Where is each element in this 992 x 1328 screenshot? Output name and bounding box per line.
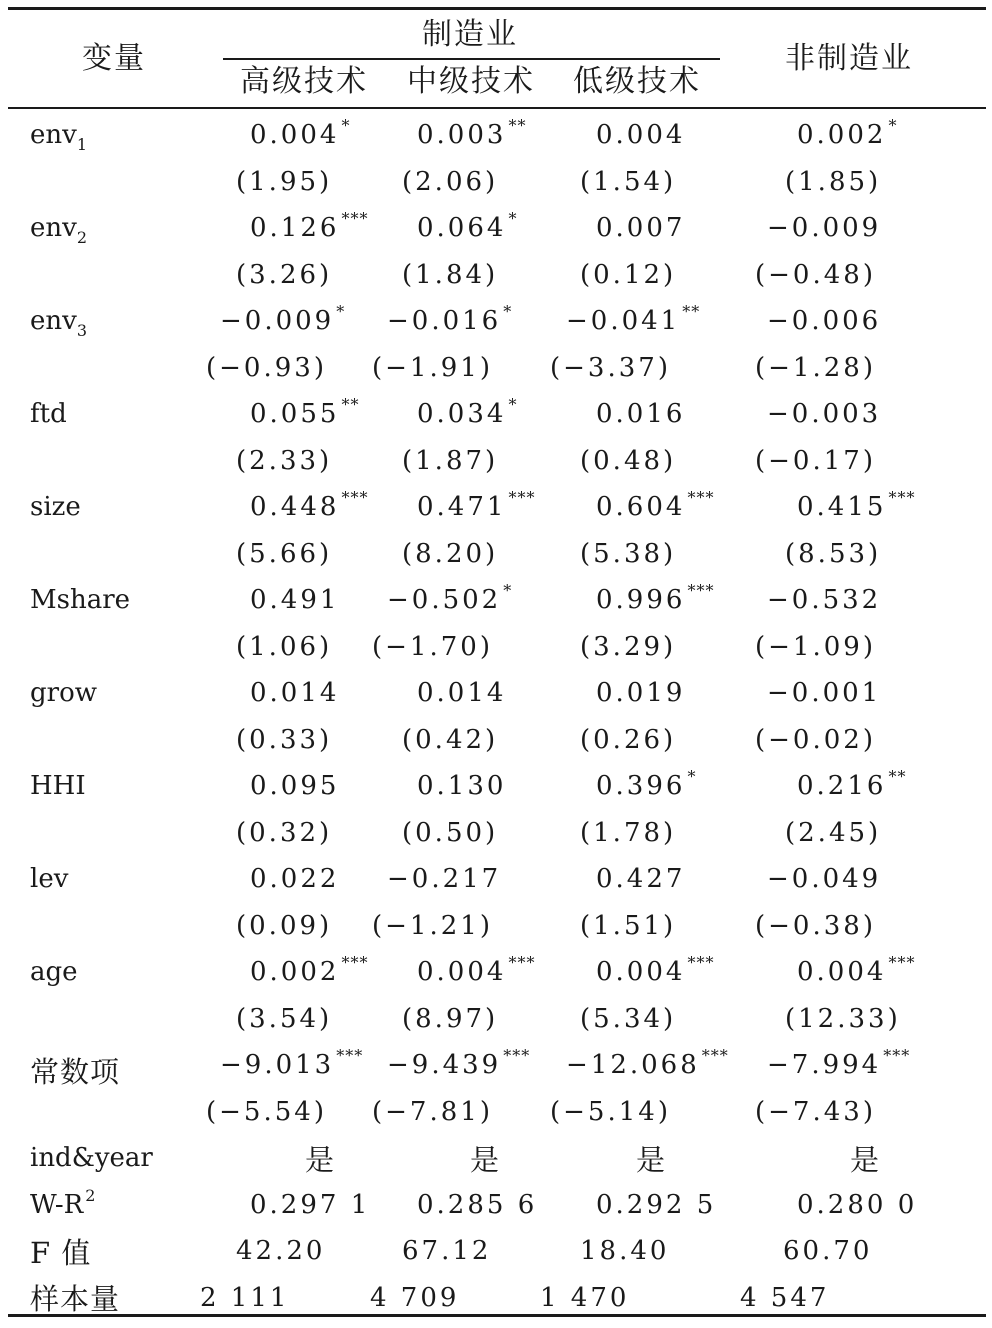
sample-size-row (0, 1275, 992, 1322)
coefficient-cell (200, 112, 370, 159)
t-statistic-cell (370, 345, 540, 392)
row-variable (0, 205, 200, 298)
regression-table (0, 112, 992, 1321)
t-statistic-cell (540, 252, 730, 299)
t-statistic-value: (−0.38) (755, 910, 876, 941)
t-statistic-value: (2.06) (402, 166, 499, 197)
coefficient-value: 0.004 (797, 957, 887, 988)
footer-value: 0.280 0 (797, 1189, 918, 1220)
t-statistic-value: (8.53) (785, 538, 882, 569)
significance-stars: * (503, 302, 513, 322)
header-high-tech: 高级技术 (240, 64, 368, 99)
row-variable (0, 949, 200, 1042)
coefficient-value: 0.014 (250, 678, 340, 709)
coefficient-value: 0.604 (596, 492, 686, 523)
footer-value: 0.297 1 (250, 1189, 371, 1220)
footer-value-cell (730, 1275, 992, 1322)
footer-value: 是 (305, 1142, 338, 1177)
coefficient-cell (540, 577, 730, 624)
footer-value-cell (730, 1182, 992, 1229)
f-value-row (0, 1228, 992, 1275)
t-statistic-cell (200, 903, 370, 950)
t-statistic-cell (200, 1089, 370, 1136)
t-statistic-cell (730, 252, 992, 299)
coefficient-value: 0.064 (417, 213, 507, 244)
coefficient-cell (730, 391, 992, 438)
coefficient-value: 0.471 (417, 492, 507, 523)
header-manufacturing: 制造业 (422, 17, 518, 52)
table-top-rule (8, 7, 986, 10)
t-statistic-value: (3.26) (236, 259, 333, 290)
row-variable (0, 670, 200, 763)
row-variable (0, 1182, 200, 1229)
row-variable-label: ind&year (30, 1143, 153, 1174)
t-statistic-cell (370, 531, 540, 578)
footer-value-cell (370, 1135, 540, 1182)
coefficient-value: 0.415 (797, 492, 887, 523)
coefficient-value: 0.002 (250, 957, 340, 988)
table-row (0, 763, 992, 810)
significance-stars: * (336, 302, 346, 322)
t-statistic-cell (730, 1089, 992, 1136)
t-statistic-value: (−5.54) (206, 1096, 327, 1127)
significance-stars: * (687, 767, 697, 787)
t-statistic-cell (200, 252, 370, 299)
coefficient-value: −0.006 (767, 306, 882, 337)
significance-stars: *** (888, 953, 916, 973)
t-statistic-cell (370, 810, 540, 857)
coefficient-cell (730, 856, 992, 903)
t-statistic-value: (−0.48) (755, 259, 876, 290)
t-statistic-cell (200, 159, 370, 206)
t-statistic-cell (370, 717, 540, 764)
coefficient-value: 0.126 (250, 213, 340, 244)
row-variable-label: age (30, 957, 78, 987)
t-statistic-value: (2.33) (236, 445, 333, 476)
row-variable-subscript: 2 (76, 228, 88, 247)
coefficient-value: −0.532 (767, 585, 882, 616)
footer-value: 1 470 (540, 1282, 630, 1313)
t-statistic-value: (8.97) (402, 1003, 499, 1034)
coefficient-cell (730, 670, 992, 717)
coefficient-cell (370, 856, 540, 903)
coefficient-value: −9.439 (387, 1050, 502, 1081)
t-statistic-value: (−1.70) (372, 631, 493, 662)
coefficient-cell (540, 1042, 730, 1089)
t-statistic-cell (200, 810, 370, 857)
row-variable (0, 1228, 200, 1275)
coefficient-cell (200, 949, 370, 996)
t-statistic-cell (730, 717, 992, 764)
coefficient-cell (730, 205, 992, 252)
footer-value-cell (540, 1135, 730, 1182)
row-variable (0, 391, 200, 484)
coefficient-cell (370, 298, 540, 345)
table-row (0, 205, 992, 252)
coefficient-cell (730, 298, 992, 345)
coefficient-value: 0.996 (596, 585, 686, 616)
table-header-rule (8, 107, 986, 109)
table-row (0, 1042, 992, 1089)
row-variable-label: env (30, 306, 77, 336)
t-statistic-cell (370, 438, 540, 485)
row-variable (0, 856, 200, 949)
coefficient-cell (200, 763, 370, 810)
coefficient-value: 0.095 (250, 771, 340, 802)
row-variable-label: 样本量 (30, 1282, 121, 1317)
t-statistic-cell (200, 996, 370, 1043)
t-statistic-cell (200, 531, 370, 578)
row-variable-label: W-R (30, 1189, 84, 1220)
coefficient-cell (730, 1042, 992, 1089)
significance-stars: *** (341, 488, 369, 508)
table-row (0, 298, 992, 345)
coefficient-value: −0.009 (767, 213, 882, 244)
significance-stars: *** (687, 581, 715, 601)
header-mid-tech: 中级技术 (407, 64, 535, 99)
footer-value: 是 (636, 1142, 669, 1177)
coefficient-value: 0.004 (596, 120, 686, 151)
footer-value: 67.12 (402, 1236, 492, 1267)
coefficient-cell (370, 391, 540, 438)
t-statistic-value: (5.34) (580, 1003, 677, 1034)
footer-value-cell (200, 1275, 370, 1322)
coefficient-value: −12.068 (566, 1050, 700, 1081)
coefficient-cell (540, 112, 730, 159)
t-statistic-value: (−5.14) (550, 1096, 671, 1127)
row-variable-subscript: 3 (76, 321, 88, 340)
coefficient-value: 0.016 (596, 399, 686, 430)
coefficient-value: 0.014 (417, 678, 507, 709)
footer-value-cell (200, 1135, 370, 1182)
footer-value-cell (370, 1182, 540, 1229)
significance-stars: ** (341, 395, 360, 415)
t-statistic-cell (200, 345, 370, 392)
significance-stars: *** (508, 488, 536, 508)
table-row (0, 670, 992, 717)
t-statistic-cell (730, 438, 992, 485)
regression-table-body (0, 112, 992, 1321)
table-row (0, 112, 992, 159)
footer-value-cell (200, 1182, 370, 1229)
t-statistic-value: (0.09) (236, 910, 333, 941)
coefficient-value: 0.003 (417, 120, 507, 151)
significance-stars: ** (508, 116, 527, 136)
footer-value: 是 (470, 1142, 503, 1177)
row-variable (0, 112, 200, 205)
coefficient-cell (730, 949, 992, 996)
footer-value-cell (540, 1182, 730, 1229)
significance-stars: *** (687, 953, 715, 973)
t-statistic-cell (200, 717, 370, 764)
significance-stars: *** (687, 488, 715, 508)
coefficient-cell (370, 205, 540, 252)
footer-value-cell (730, 1228, 992, 1275)
row-variable-label: 常数项 (30, 1055, 121, 1089)
coefficient-cell (540, 298, 730, 345)
row-variable (0, 484, 200, 577)
t-statistic-cell (370, 624, 540, 671)
t-statistic-value: (0.32) (236, 817, 333, 848)
significance-stars: * (888, 116, 898, 136)
footer-value: 18.40 (580, 1236, 670, 1267)
coefficient-cell (200, 205, 370, 252)
table-row (0, 949, 992, 996)
t-statistic-value: (12.33) (785, 1003, 901, 1034)
t-statistic-cell (540, 717, 730, 764)
t-statistic-value: (2.45) (785, 817, 882, 848)
coefficient-cell (370, 763, 540, 810)
row-variable-label: ftd (30, 399, 67, 429)
coefficient-cell (370, 484, 540, 531)
coefficient-cell (200, 856, 370, 903)
coefficient-cell (370, 577, 540, 624)
coefficient-value: −0.217 (387, 864, 502, 895)
significance-stars: *** (883, 1046, 911, 1066)
ind-year-row (0, 1135, 992, 1182)
coefficient-value: −7.994 (767, 1050, 882, 1081)
t-statistic-cell (730, 624, 992, 671)
significance-stars: *** (701, 1046, 729, 1066)
row-variable-superscript: 2 (85, 1185, 97, 1205)
coefficient-cell (540, 391, 730, 438)
coefficient-cell (730, 484, 992, 531)
coefficient-value: 0.004 (417, 957, 507, 988)
coefficient-value: 0.396 (596, 771, 686, 802)
coefficient-value: −0.041 (566, 306, 681, 337)
t-statistic-value: (−3.37) (550, 352, 671, 383)
coefficient-cell (200, 577, 370, 624)
coefficient-value: −0.016 (387, 306, 502, 337)
coefficient-cell (200, 670, 370, 717)
t-statistic-value: (−7.81) (372, 1096, 493, 1127)
t-statistic-value: (1.87) (402, 445, 499, 476)
row-variable (0, 1135, 200, 1182)
t-statistic-cell (540, 1089, 730, 1136)
coefficient-cell (540, 484, 730, 531)
coefficient-value: 0.491 (250, 585, 340, 616)
footer-value: 是 (850, 1142, 883, 1177)
t-statistic-value: (−1.09) (755, 631, 876, 662)
coefficient-value: −0.049 (767, 864, 882, 895)
t-statistic-value: (1.85) (785, 166, 882, 197)
t-statistic-cell (370, 252, 540, 299)
t-statistic-value: (−0.17) (755, 445, 876, 476)
coefficient-value: 0.448 (250, 492, 340, 523)
coefficient-cell (200, 484, 370, 531)
coefficient-cell (540, 949, 730, 996)
t-statistic-value: (1.54) (580, 166, 677, 197)
t-statistic-cell (540, 624, 730, 671)
t-statistic-value: (−0.93) (206, 352, 327, 383)
row-variable-label: Mshare (30, 585, 131, 615)
t-statistic-value: (−1.28) (755, 352, 876, 383)
coefficient-cell (370, 112, 540, 159)
significance-stars: ** (888, 767, 907, 787)
significance-stars: *** (888, 488, 916, 508)
significance-stars: ** (682, 302, 701, 322)
t-statistic-cell (540, 996, 730, 1043)
coefficient-value: −0.502 (387, 585, 502, 616)
footer-value-cell (540, 1228, 730, 1275)
t-statistic-value: (−1.21) (372, 910, 493, 941)
significance-stars: * (503, 581, 513, 601)
t-statistic-value: (1.51) (580, 910, 677, 941)
coefficient-value: 0.019 (596, 678, 686, 709)
t-statistic-value: (1.78) (580, 817, 677, 848)
footer-value-cell (730, 1135, 992, 1182)
t-statistic-cell (730, 903, 992, 950)
footer-value: 4 547 (740, 1282, 830, 1313)
t-statistic-cell (370, 1089, 540, 1136)
coefficient-value: −0.001 (767, 678, 882, 709)
coefficient-cell (370, 1042, 540, 1089)
t-statistic-cell (200, 624, 370, 671)
row-variable-label: env (30, 120, 77, 150)
t-statistic-value: (0.42) (402, 724, 499, 755)
t-statistic-cell (540, 531, 730, 578)
footer-value: 4 709 (370, 1282, 460, 1313)
coefficient-cell (730, 577, 992, 624)
footer-value: 2 111 (200, 1282, 290, 1313)
t-statistic-value: (8.20) (402, 538, 499, 569)
row-variable-label: env (30, 213, 77, 243)
t-statistic-cell (730, 159, 992, 206)
t-statistic-cell (200, 438, 370, 485)
footer-value: 0.292 5 (596, 1189, 717, 1220)
t-statistic-value: (0.33) (236, 724, 333, 755)
table-row (0, 391, 992, 438)
row-variable (0, 577, 200, 670)
table-row (0, 577, 992, 624)
t-statistic-cell (540, 438, 730, 485)
coefficient-value: 0.022 (250, 864, 340, 895)
coefficient-cell (370, 670, 540, 717)
row-variable (0, 763, 200, 856)
t-statistic-value: (−7.43) (755, 1096, 876, 1127)
table-row (0, 484, 992, 531)
t-statistic-cell (540, 345, 730, 392)
row-variable-label: lev (30, 864, 69, 894)
row-variable-subscript: 1 (76, 135, 88, 154)
coefficient-cell (540, 205, 730, 252)
t-statistic-value: (1.06) (236, 631, 333, 662)
manufacturing-group-rule (223, 58, 720, 60)
footer-value: 42.20 (236, 1236, 326, 1267)
significance-stars: *** (336, 1046, 364, 1066)
t-statistic-cell (540, 159, 730, 206)
header-low-tech: 低级技术 (573, 64, 701, 99)
row-variable (0, 1275, 200, 1322)
coefficient-value: 0.427 (596, 864, 686, 895)
footer-value-cell (370, 1275, 540, 1322)
row-variable (0, 298, 200, 391)
t-statistic-value: (3.54) (236, 1003, 333, 1034)
coefficient-value: −0.009 (220, 306, 335, 337)
t-statistic-value: (5.38) (580, 538, 677, 569)
row-variable-label: F 值 (30, 1235, 92, 1270)
coefficient-cell (200, 1042, 370, 1089)
coefficient-value: 0.004 (250, 120, 340, 151)
coefficient-cell (730, 112, 992, 159)
coefficient-value: 0.004 (596, 957, 686, 988)
significance-stars: * (508, 395, 518, 415)
footer-value-cell (200, 1228, 370, 1275)
coefficient-cell (540, 856, 730, 903)
coefficient-cell (200, 391, 370, 438)
significance-stars: * (341, 116, 351, 136)
header-non-manufacturing: 非制造业 (785, 41, 913, 76)
row-variable-label: HHI (30, 771, 86, 801)
coefficient-value: 0.055 (250, 399, 340, 430)
coefficient-cell (200, 298, 370, 345)
t-statistic-value: (0.26) (580, 724, 677, 755)
coefficient-value: −0.003 (767, 399, 882, 430)
row-variable-label: size (30, 492, 81, 522)
t-statistic-value: (0.50) (402, 817, 499, 848)
t-statistic-value: (−0.02) (755, 724, 876, 755)
coefficient-cell (540, 763, 730, 810)
footer-value-cell (370, 1228, 540, 1275)
row-variable-label: grow (30, 678, 97, 708)
t-statistic-value: (3.29) (580, 631, 677, 662)
t-statistic-value: (0.12) (580, 259, 677, 290)
footer-value-cell (540, 1275, 730, 1322)
coefficient-value: −9.013 (220, 1050, 335, 1081)
row-variable (0, 1042, 200, 1135)
t-statistic-value: (0.48) (580, 445, 677, 476)
t-statistic-value: (1.95) (236, 166, 333, 197)
significance-stars: *** (341, 209, 369, 229)
coefficient-cell (730, 763, 992, 810)
significance-stars: *** (508, 953, 536, 973)
coefficient-value: 0.007 (596, 213, 686, 244)
t-statistic-cell (370, 159, 540, 206)
t-statistic-cell (730, 345, 992, 392)
footer-value: 60.70 (783, 1236, 873, 1267)
t-statistic-value: (5.66) (236, 538, 333, 569)
coefficient-cell (370, 949, 540, 996)
footer-value: 0.285 6 (417, 1189, 538, 1220)
significance-stars: * (508, 209, 518, 229)
t-statistic-cell (540, 903, 730, 950)
table-row (0, 856, 992, 903)
coefficient-value: 0.002 (797, 120, 887, 151)
significance-stars: *** (341, 953, 369, 973)
coefficient-value: 0.216 (797, 771, 887, 802)
coefficient-cell (540, 670, 730, 717)
coefficient-value: 0.034 (417, 399, 507, 430)
t-statistic-cell (730, 810, 992, 857)
header-variable: 变量 (82, 41, 146, 76)
t-statistic-cell (730, 996, 992, 1043)
coefficient-value: 0.130 (417, 771, 507, 802)
t-statistic-cell (540, 810, 730, 857)
t-statistic-value: (−1.91) (372, 352, 493, 383)
w-r2-row (0, 1182, 992, 1229)
t-statistic-cell (730, 531, 992, 578)
t-statistic-cell (370, 996, 540, 1043)
significance-stars: *** (503, 1046, 531, 1066)
t-statistic-cell (370, 903, 540, 950)
t-statistic-value: (1.84) (402, 259, 499, 290)
